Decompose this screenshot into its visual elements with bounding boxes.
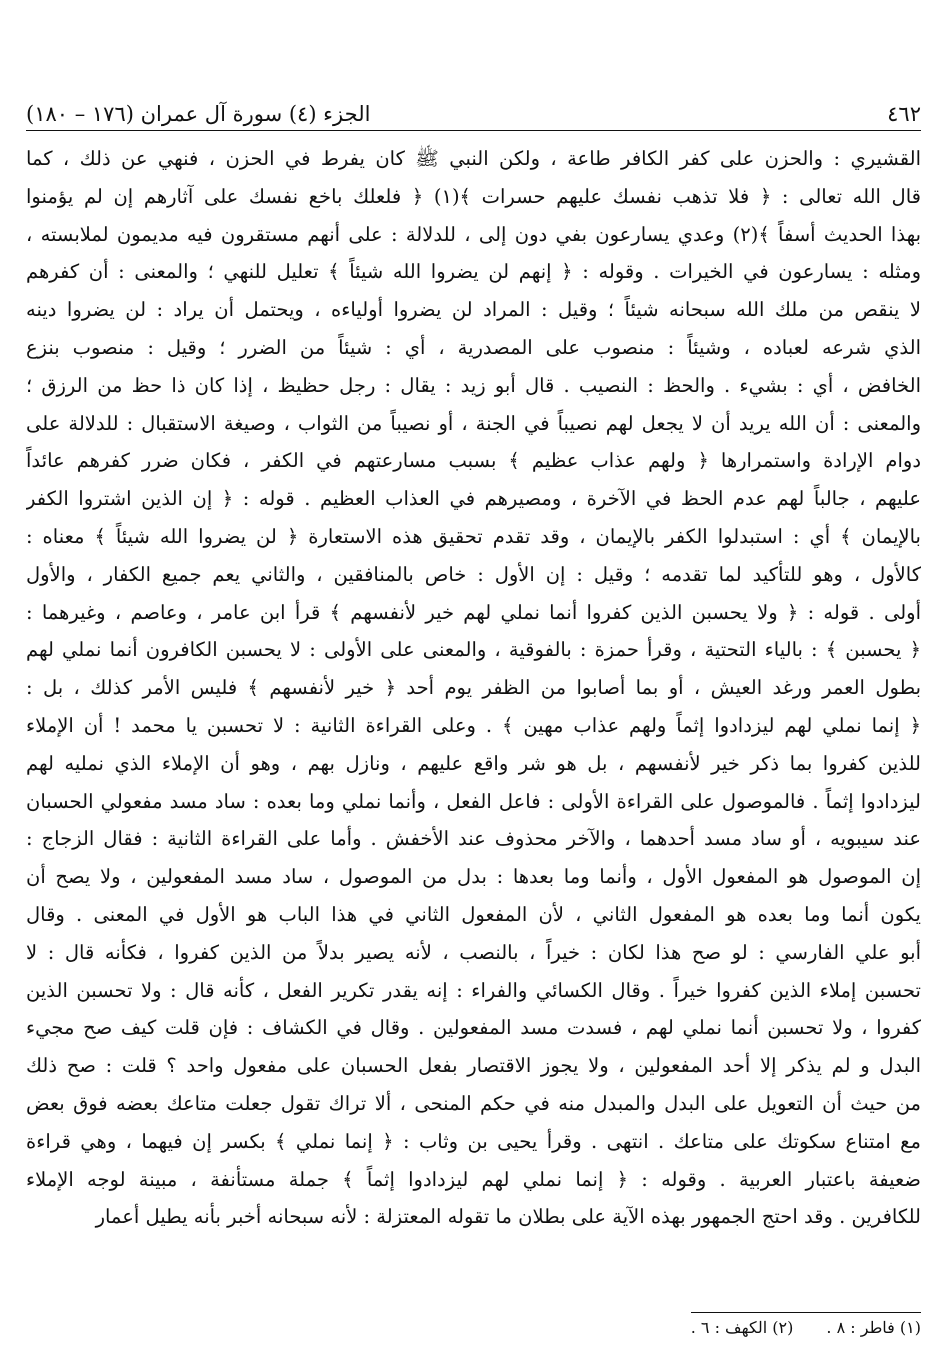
text-line: كالأول ، وهو للتأكيد لما تقدمه ؛ وقيل : إن الأول : خاص بالمنافقين ، والثاني يعم جميع الكفار ، والأول (26, 562, 921, 586)
text-line: بهذا الحديث أسفاً ﴾(٢) وعدي يسارعون بفي دون إلى ، للدلالة : على أنهم مستقرون فيه مديمون لملابسته ، (26, 222, 921, 246)
text-line: ومثله : يسارعون في الخيرات . وقوله : ﴿ إنهم لن يضروا الله شيئاً ﴾ تعليل للنهي ؛ والمعنى : أن كفرهم (26, 260, 921, 284)
main-text (26, 140, 921, 1236)
text-line: الخافض ، أي : بشيء . والحظ : النصيب . قال أبو زيد : يقال : رجل حظيظ ، إذا كان ذا حظ من الرزق ؛ (26, 373, 921, 397)
text-line: الذي شرعه لعباده ، وشيئاً : منصوب على المصدرية ، أي : شيئاً من الضرر ؛ وقيل : منصوب بنزع (26, 335, 921, 359)
text-line: للذين كفروا بما ذكر خير لأنفسهم ، بل هو شر واقع عليهم ، ونازل بهم ، وهو أن الإملاء الذي نمليه لهم (26, 751, 921, 775)
text-line: بطول العمر ورغد العيش ، أو بما أصابوا من الظفر يوم أحد ﴿ خير لأنفسهم ﴾ فليس الأمر كذلك ، بل : (26, 676, 921, 700)
text-line: من حيث أن التعويل على البدل والمبدل منه في حكم المنحى ، ألا تراك تقول جعلت متاعك بعضه فوق بعض (26, 1091, 921, 1115)
text-line: بالإيمان ﴾ أي : استبدلوا الكفر بالإيمان ، وقد تقدم تحقيق هذه الاستعارة ﴿ لن يضروا الله شيئاً ﴾ معناه : (26, 524, 921, 548)
text-line: يكون أنما وما بعده هو المفعول الثاني ، لأن المفعول الثاني في هذا الباب هو الأول في المعنى . وقال (26, 902, 921, 926)
text-line: عند سيبويه ، أو ساد مسد أحدهما ، والآخر محذوف عند الأخفش . وأما على القراءة الثانية : فقال الزجاج : (26, 827, 921, 851)
footnotes (26, 1318, 921, 1346)
text-line: لا ينقص من ملك الله سبحانه شيئاً ؛ وقيل : المراد لن يضروا أولياءه ، ويحتمل أن يراد : لن يضروا دينه (26, 298, 921, 322)
text-line: والمعنى : أن الله يريد أن لا يجعل لهم نصيباً في الجنة ، أو نصيباً من الثواب ، وصيغة الاستقبال : للدلالة على (26, 411, 921, 435)
header-divider (26, 130, 921, 131)
text-line: البدل و لم يذكر إلا أحد المفعولين ، ولا يجوز الاقتصار بفعل الحسبان على مفعول واحد ؟ قلت : صح ذلك (26, 1054, 921, 1078)
text-line: للكافرين . وقد احتج الجمهور بهذه الآية على بطلان ما تقوله المعتزلة : لأنه سبحانه أخبر بأنه يطيل أعمار (95, 1205, 921, 1229)
footnote: (٢) الكهف : ٦ . (690, 1318, 794, 1337)
text-line: ﴿ إنما نملي لهم ليزدادوا إثماً ولهم عذاب مهين ﴾ . وعلى القراءة الثانية : لا تحسبن يا محمد ! أن الإملاء (26, 713, 921, 737)
text-line: ليزدادوا إثماً . فالموصول على القراءة الأولى : فاعل الفعل ، وأنما نملي وما بعده : ساد مسد مفعولي الحسبان (26, 789, 921, 813)
text-line: عليهم ، جالباً لهم عدم الحظ في الآخرة ، ومصيرهم في العذاب العظيم . قوله : ﴿ إن الذين اشتروا الكفر (26, 487, 921, 511)
text-line: قال الله تعالى : ﴿ فلا تذهب نفسك عليهم حسرات ﴾(١) ﴿ فلعلك باخع نفسك على آثارهم إن لم يؤمنوا (26, 184, 921, 208)
footnote-divider (691, 1312, 921, 1313)
text-line: ﴿ يحسبن ﴾ : بالياء التحتية ، وقرأ حمزة : بالفوقية ، والمعنى على الأولى : لا يحسبن الكافرون أنما نملي لهم (26, 638, 921, 662)
text-line: القشيري : والحزن على كفر الكافر طاعة ، ولكن النبي ﷺ كان يفرط في الحزن ، فنهي عن ذلك ، كما (26, 147, 921, 170)
page-header (26, 92, 921, 126)
page-number: ٤٦٢ (887, 102, 921, 126)
text-line: ضعيفة باعتبار العربية . وقوله : ﴿ إنما نملي لهم ليزدادوا إثماً ﴾ جملة مستأنفة ، مبينة لوجه الإملاء (26, 1167, 921, 1191)
text-line: إن الموصول هو المفعول الأول ، وأنما وما بعدها : بدل من الموصول ، ساد مسد المفعولين ، ولا يصح أن (26, 865, 921, 889)
text-line: تحسبن إملاء الذين كفروا خيراً . وقال الكسائي والفراء : إنه يقدر تكرير الفعل ، كأنه قال : ولا تحسبن الذين (26, 978, 921, 1002)
text-line: أبو علي الفارسي : لو صح هذا لكان : خيراً ، بالنصب ، لأنه يصير بدلاً من الذين كفروا ، فكأنه قال : لا (26, 940, 921, 964)
running-title: الجزء (٤) سورة آل عمران (١٧٦ – ١٨٠) (26, 102, 371, 126)
text-line: كفروا ، ولا تحسبن أنما نملي لهم ، فسدت مسد المفعولين . وقال في الكشاف : فإن قلت كيف صح مجيء (26, 1016, 921, 1040)
text-line: مع امتناع سكوتك على متاعك . انتهى . وقرأ يحيى بن وثاب : ﴿ إنما نملي ﴾ بكسر إن فيهما ، وهي قراءة (26, 1129, 921, 1153)
footnote: (١) فاطر : ٨ . (826, 1318, 921, 1337)
text-line: دوام الإرادة واستمرارها ﴿ ولهم عذاب عظيم ﴾ بسبب مسارعتهم في الكفر ، فكان ضرر كفرهم عائداً (26, 449, 921, 473)
text-line: أولى . قوله : ﴿ ولا يحسبن الذين كفروا أنما نملي لهم خير لأنفسهم ﴾ قرأ ابن عامر ، وعاصم ، وغيرهما : (26, 600, 921, 624)
